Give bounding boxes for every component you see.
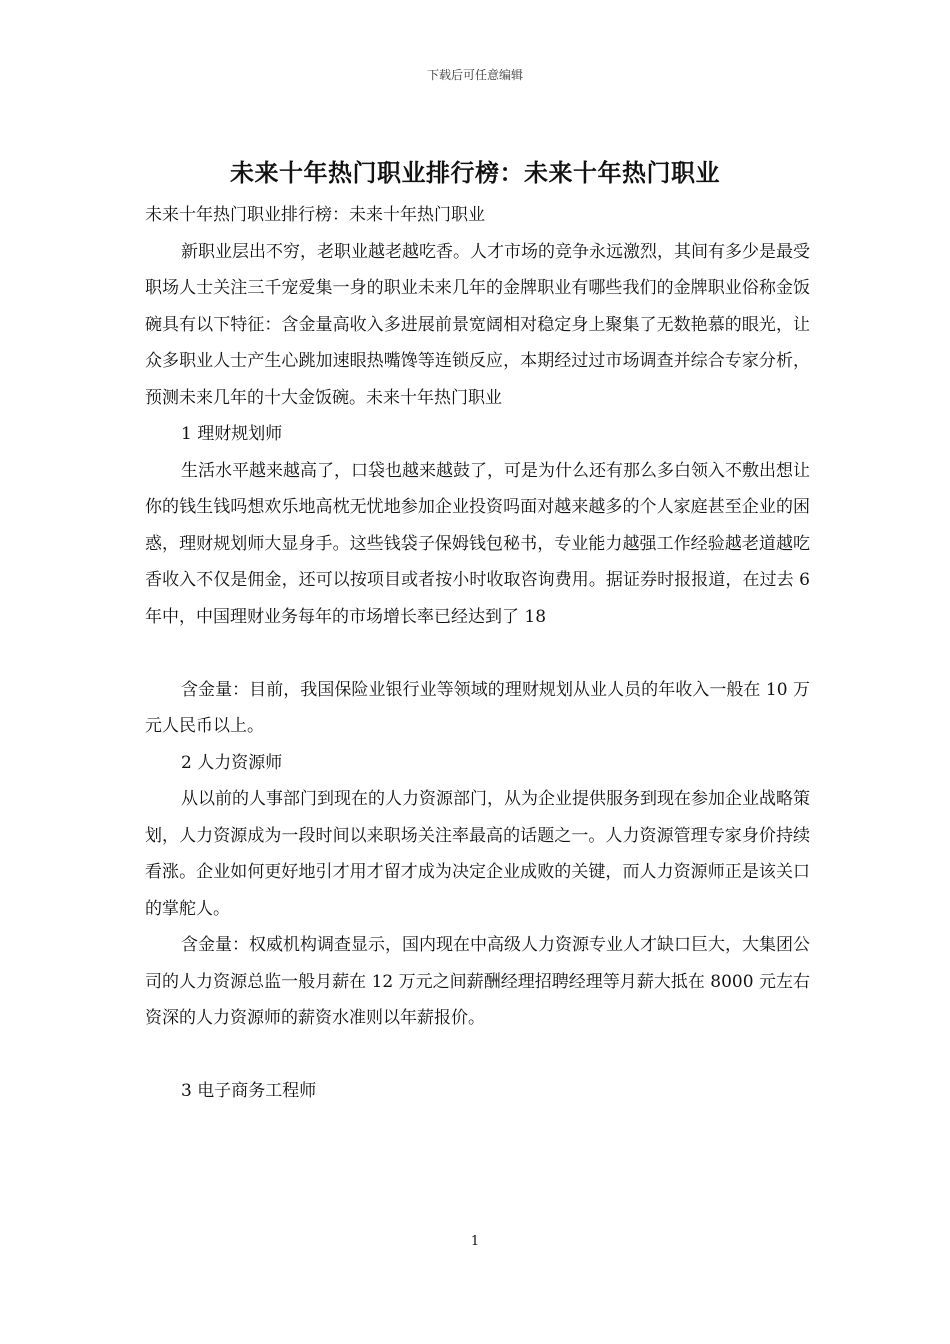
financial-planner-paragraph: 生活水平越来越高了，口袋也越来越鼓了，可是为什么还有那么多白领入不敷出想让你的钱生钱吗想欢乐地高枕无忧地参加企业投资吗面对越来越多的个人家庭甚至企业的困惑，理财规划师大显身手。这些钱袋子保姆钱包秘书，专业能力越强工作经验越老道越吃香收入不仅是佣金，还可以按项目或者按小时收取咨询费用。据证券时报报道，在过去 6 年中，中国理财业务每年的市场增长率已经达到了 18 bbox=[145, 460, 810, 627]
document-body bbox=[145, 197, 810, 1110]
hr-income-paragraph: 含金量：权威机构调查显示，国内现在中高级人力资源专业人才缺口巨大，大集团公司的人力资源总监一般月薪在 12 万元之间薪酬经理招聘经理等月薪大抵在 8000 元左右资深的人力资源师的薪资水准则以年薪报价。 bbox=[145, 935, 810, 1028]
intro-paragraph: 新职业层出不穷，老职业越老越吃香。人才市场的竞争永远激烈，其间有多少是最受职场人士关注三千宠爱集一身的职业未来几年的金牌职业有哪些我们的金牌职业俗称金饭碗具有以下特征：含金量高收入多进展前景宽阔相对稳定身上聚集了无数艳慕的眼光，让众多职业人士产生心跳加速眼热嘴馋等连锁反应，本期经过过市场调查并综合专家分析，预测未来几年的十大金饭碗。未来十年热门职业 bbox=[145, 241, 810, 408]
financial-planner-income-paragraph: 含金量：目前，我国保险业银行业等领域的理财规划从业人员的年收入一般在 10 万元人民币以上。 bbox=[145, 679, 810, 736]
subtitle-paragraph: 未来十年热门职业排行榜：未来十年热门职业 bbox=[145, 205, 485, 225]
section-heading-hr: 2 人力资源师 bbox=[181, 752, 283, 773]
paragraph-gap bbox=[145, 635, 810, 672]
section-heading-ecommerce: 3 电子商务工程师 bbox=[181, 1081, 317, 1101]
section-heading-financial-planner: 1 理财规划师 bbox=[181, 424, 283, 444]
page-number: 1 bbox=[470, 1234, 480, 1249]
document-title: 未来十年热门职业排行榜：未来十年热门职业 bbox=[230, 159, 720, 187]
paragraph-gap bbox=[145, 1037, 810, 1074]
hr-paragraph: 从以前的人事部门到现在的人力资源部门，从为企业提供服务到现在参加企业战略策划，人力资源成为一段时间以来职场关注率最高的话题之一。人力资源管理专家身价持续看涨。企业如何更好地引才用才留才成为决定企业成败的关键，而人力资源师正是该关口的掌舵人。 bbox=[145, 789, 810, 919]
header-note: 下载后可任意编辑 bbox=[426, 68, 523, 82]
